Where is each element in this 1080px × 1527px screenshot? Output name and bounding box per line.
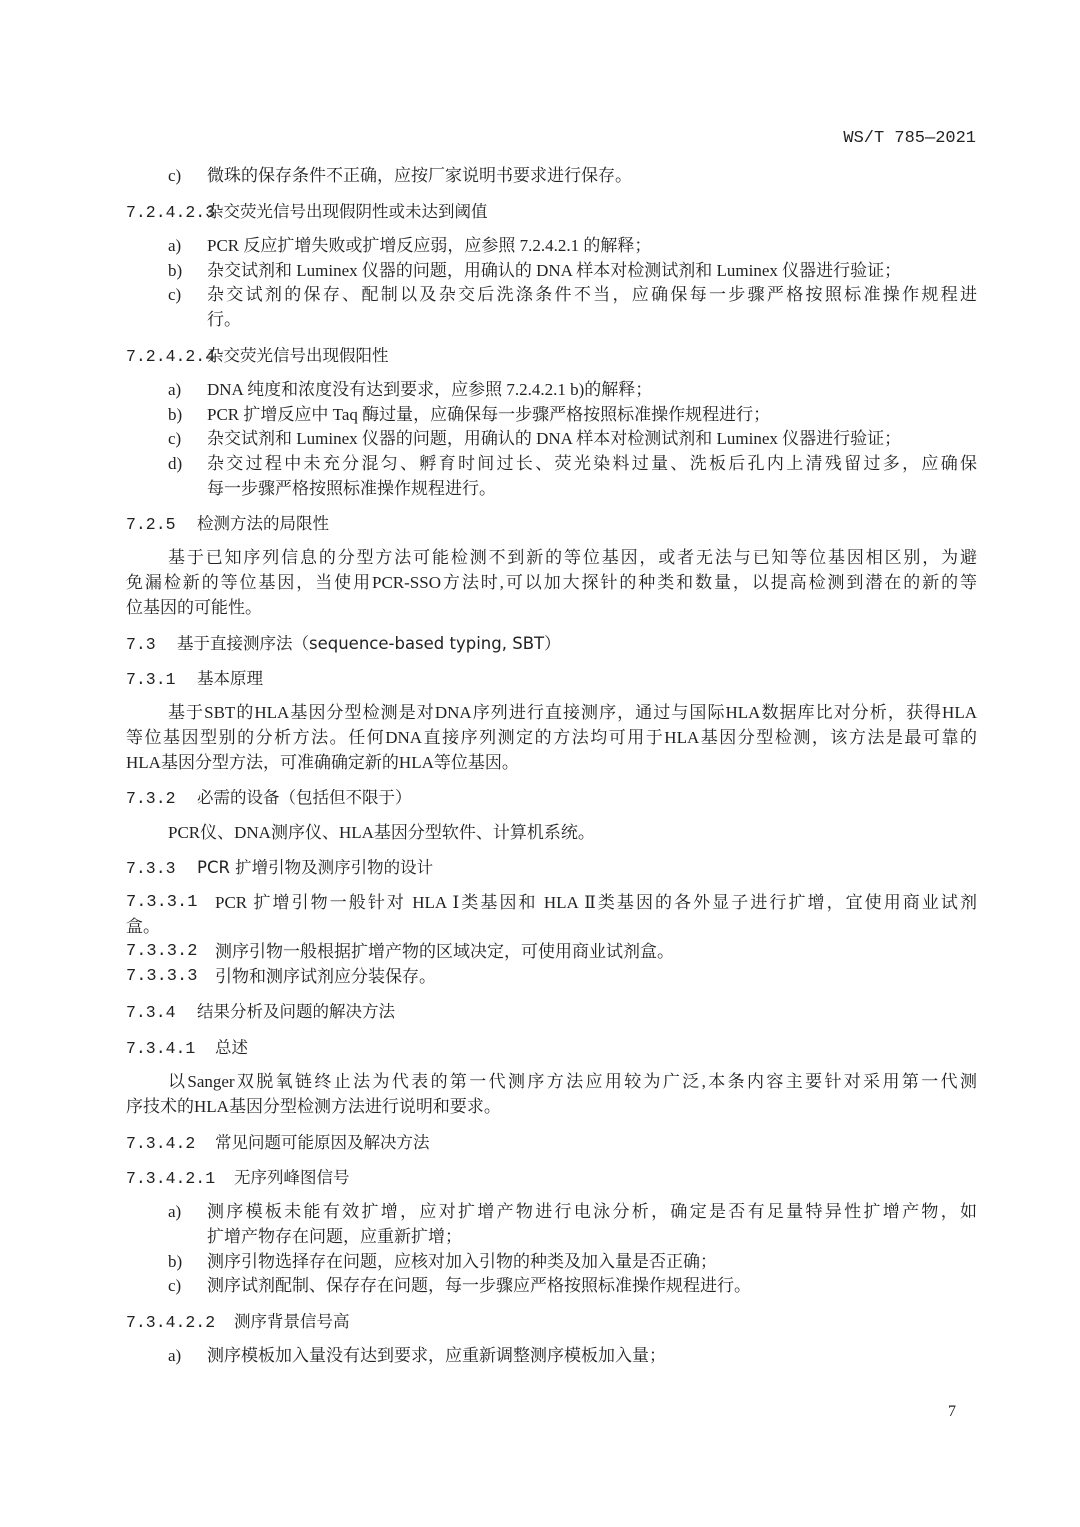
section-heading: 7.3.3 PCR 扩增引物及测序引物的设计 <box>126 858 434 879</box>
section-heading: 7.3.4.2.1 无序列峰图信号 <box>126 1168 350 1189</box>
section-heading: 7.3.4.2 常见问题可能原因及解决方法 <box>126 1132 430 1153</box>
paragraph-line: 序技术的HLA基因分型检测方法进行说明和要求。 <box>126 1096 501 1116</box>
standard-code-header: WS/T 785—2021 <box>843 129 976 148</box>
page-number: 7 <box>948 1403 956 1420</box>
list-text: 微珠的保存条件不正确，应按厂家说明书要求进行保存。 <box>207 166 632 185</box>
subclause: 7.3.3.3 引物和测序试剂应分装保存。 <box>126 966 436 986</box>
paragraph-line: 基于已知序列信息的分型方法可能检测不到新的等位基因，或者无法与已知等位基因相区别，为避 <box>168 548 977 568</box>
subclause: 7.3.3.1 PCR 扩增引物一般针对 HLA Ⅰ类基因和 HLA Ⅱ类基因的各外显子进行扩增，宜使用商业试剂 <box>126 892 977 912</box>
list-item <box>126 164 977 189</box>
paragraph-line: PCR仪、DNA测序仪、HLA基因分型软件、计算机系统。 <box>168 822 595 842</box>
list-item: a) PCR 反应扩增失败或扩增反应弱，应参照 7.2.4.2.1 的解释； <box>168 235 652 255</box>
list-label: c) <box>168 166 182 185</box>
list-item: c) 杂交试剂的保存、配制以及杂交后洗涤条件不当，应确保每一步骤严格按照标准操作规程进 <box>168 285 977 305</box>
section-heading: 7.3.1 基本原理 <box>126 669 263 690</box>
list-item: b) PCR 扩增反应中 Taq 酶过量，应确保每一步骤严格按照标准操作规程进行； <box>168 404 771 424</box>
list-item: b) 杂交试剂和 Luminex 仪器的问题，用确认的 DNA 样本对检测试剂和 Luminex 仪器进行验证； <box>168 260 902 280</box>
list-item: d) 杂交过程中未充分混匀、孵育时间过长、荧光染料过量、洗板后孔内上清残留过多，应确保 <box>168 453 977 473</box>
paragraph-line: 以Sanger双脱氧链终止法为代表的第一代测序方法应用较为广泛,本条内容主要针对采用第一代测 <box>168 1072 977 1092</box>
list-item-continuation: 行。 <box>207 309 241 329</box>
section-heading: 7.3.2 必需的设备（包括但不限于） <box>126 788 412 809</box>
list-item: c) 杂交试剂和 Luminex 仪器的问题，用确认的 DNA 样本对检测试剂和 Luminex 仪器进行验证； <box>168 429 902 449</box>
paragraph-line: HLA基因分型方法，可准确确定新的HLA等位基因。 <box>126 752 519 772</box>
subclause: 7.3.3.2 测序引物一般根据扩增产物的区域决定，可使用商业试剂盒。 <box>126 941 674 961</box>
section-heading: 7.3.4.2.2 测序背景信号高 <box>126 1312 350 1333</box>
paragraph-line: 位基因的可能性。 <box>126 597 262 617</box>
section-heading: 7.2.4.2.4杂交荧光信号出现假阳性 <box>126 345 389 366</box>
section-heading: 7.2.5 检测方法的局限性 <box>126 514 329 535</box>
list-item: a) 测序模板未能有效扩增，应对扩增产物进行电泳分析，确定是否有足量特异性扩增产物，如 <box>168 1202 977 1222</box>
section-heading: 7.2.4.2.3杂交荧光信号出现假阴性或未达到阈值 <box>126 201 488 222</box>
list-item-continuation: 每一步骤严格按照标准操作规程进行。 <box>207 478 496 498</box>
subclause-continuation: 盒。 <box>126 917 160 937</box>
paragraph-line: 等位基因型别的分析方法。任何DNA直接序列测定的方法均可用于HLA基因分型检测，该方法是最可靠的 <box>126 728 977 748</box>
paragraph-line: 免漏检新的等位基因，当使用PCR-SSO方法时,可以加大探针的种类和数量，以提高检测到潜在的新的等 <box>126 573 977 593</box>
list-item-continuation: 扩增产物存在问题，应重新扩增； <box>207 1227 462 1247</box>
list-item: a) DNA 纯度和浓度没有达到要求，应参照 7.2.4.2.1 b)的解释； <box>168 379 653 399</box>
section-heading: 7.3.4.1 总述 <box>126 1037 248 1058</box>
list-item: b) 测序引物选择存在问题，应核对加入引物的种类及加入量是否正确； <box>168 1251 717 1271</box>
section-heading: 7.3.4 结果分析及问题的解决方法 <box>126 1002 395 1023</box>
list-item: a) 测序模板加入量没有达到要求，应重新调整测序模板加入量； <box>168 1346 666 1366</box>
section-heading: 7.3 基于直接测序法（sequence-based typing, SBT） <box>126 633 561 654</box>
list-item: c) 测序试剂配制、保存存在问题，每一步骤应严格按照标准操作规程进行。 <box>168 1276 751 1296</box>
paragraph-line: 基于SBT的HLA基因分型检测是对DNA序列进行直接测序，通过与国际HLA数据库比对分析，获得HLA <box>168 703 977 723</box>
document-body <box>126 164 977 1369</box>
